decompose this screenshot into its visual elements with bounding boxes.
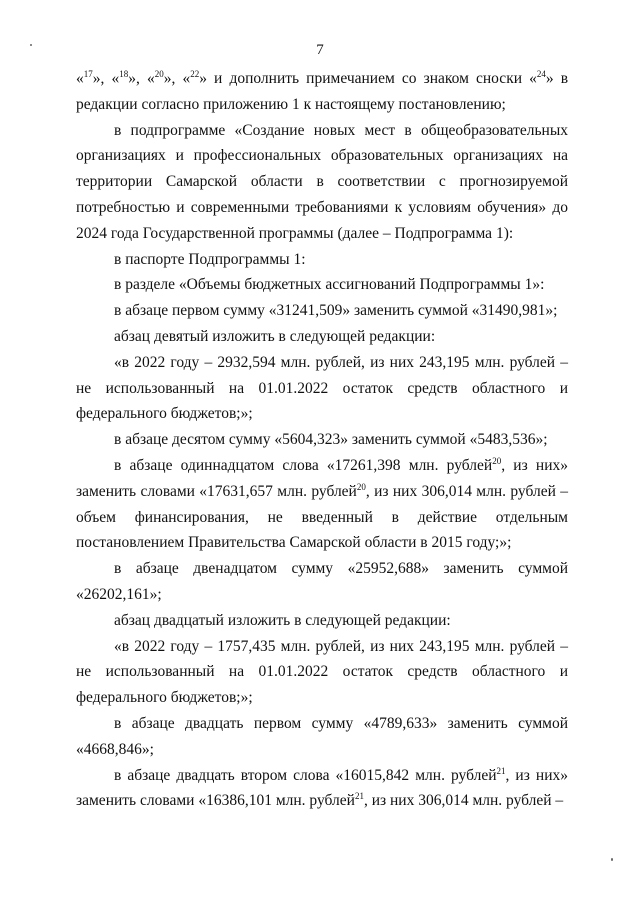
paragraph-p2: [76, 118, 568, 247]
paragraph-p6: [76, 324, 568, 350]
footnote-mark: 21: [496, 765, 506, 776]
text-run: » в редакции согласно приложению 1 к настоящему постановлению;: [76, 70, 569, 113]
text-run: , из них» заменить словами «17631,657 млн. рублей: [76, 456, 568, 500]
text-run: в паспорте Подпрограммы 1:: [114, 250, 306, 268]
text-run: абзац девятый изложить в следующей редакции:: [114, 327, 436, 345]
paragraph-p13: [76, 711, 568, 763]
text-run: », «: [92, 70, 120, 87]
text-run: , из них 306,014 млн. рублей – объем финансирования, не введенный в действие отдельным постановлением Правительства Самарской области в 2015 году;»;: [76, 482, 568, 552]
footnote-mark: 17: [83, 68, 93, 79]
body-text: [76, 66, 568, 814]
text-run: », «: [163, 70, 191, 87]
text-run: «: [76, 70, 84, 87]
footnote-mark: 22: [190, 68, 200, 79]
text-run: «в 2022 году – 1757,435 млн. рублей, из них 243,195 млн. рублей – не использованный на 01.01.2022 остаток средств областного и федерального бюджетов;»;: [76, 637, 568, 707]
paragraph-p11: [76, 608, 568, 634]
text-run: абзац двадцатый изложить в следующей редакции:: [114, 611, 451, 629]
text-run: «в 2022 году – 2932,594 млн. рублей, из них 243,195 млн. рублей – не использованный на 01.01.2022 остаток средств областного и федерального бюджетов;»;: [76, 353, 568, 423]
footnote-mark: 20: [492, 455, 502, 466]
text-run: в абзаце первом сумму «31241,509» заменить суммой «31490,981»;: [114, 302, 558, 320]
text-run: в подпрограмме «Создание новых мест в общеобразовательных организациях и профессиональных образовательных организациях на территории Самарской области в соответствии с прогнозируемой потребностью и современными требованиями к условиям обучения» до 2024 года Государственной программы (далее – Подпрограмма 1):: [76, 121, 568, 242]
footnote-mark: 21: [354, 791, 364, 802]
text-run: , из них 306,014 млн. рублей –: [363, 792, 564, 810]
text-run: в абзаце двадцать втором слова «16015,842 млн. рублей: [114, 766, 497, 784]
text-run: в разделе «Объемы бюджетных ассигнований Подпрограммы 1»:: [114, 276, 545, 294]
paragraph-p7: [76, 350, 568, 427]
paragraph-p8: [76, 427, 568, 453]
paragraph-p1: [76, 66, 568, 118]
footnote-mark: 20: [356, 481, 366, 492]
text-run: в абзаце одиннадцатом слова «17261,398 млн. рублей: [114, 456, 493, 474]
paragraph-p3: [76, 247, 568, 273]
scan-speck: [611, 858, 613, 861]
paragraph-p5: [76, 298, 568, 324]
paragraph-p10: [76, 556, 568, 608]
paragraph-p4: [76, 272, 568, 298]
text-run: в абзаце двадцать первом сумму «4789,633» заменить суммой «4668,846»;: [76, 714, 568, 758]
text-run: , из них» заменить словами «16386,101 млн. рублей: [76, 766, 568, 810]
text-run: », «: [128, 70, 155, 87]
paragraph-p9: [76, 453, 568, 556]
paragraph-p14: [76, 763, 568, 815]
text-run: » и дополнить примечанием со знаком сноски «: [199, 70, 537, 87]
footnote-mark: 18: [119, 68, 129, 79]
page-number: 7: [316, 42, 324, 58]
text-run: в абзаце двенадцатом сумму «25952,688» заменить суммой «26202,161»;: [76, 560, 568, 603]
text-run: в абзаце десятом сумму «5604,323» заменить суммой «5483,536»;: [114, 431, 548, 449]
footnote-mark: 20: [154, 68, 164, 79]
scan-speck: [30, 44, 32, 46]
paragraph-p12: [76, 634, 568, 711]
footnote-mark: 24: [536, 68, 546, 79]
